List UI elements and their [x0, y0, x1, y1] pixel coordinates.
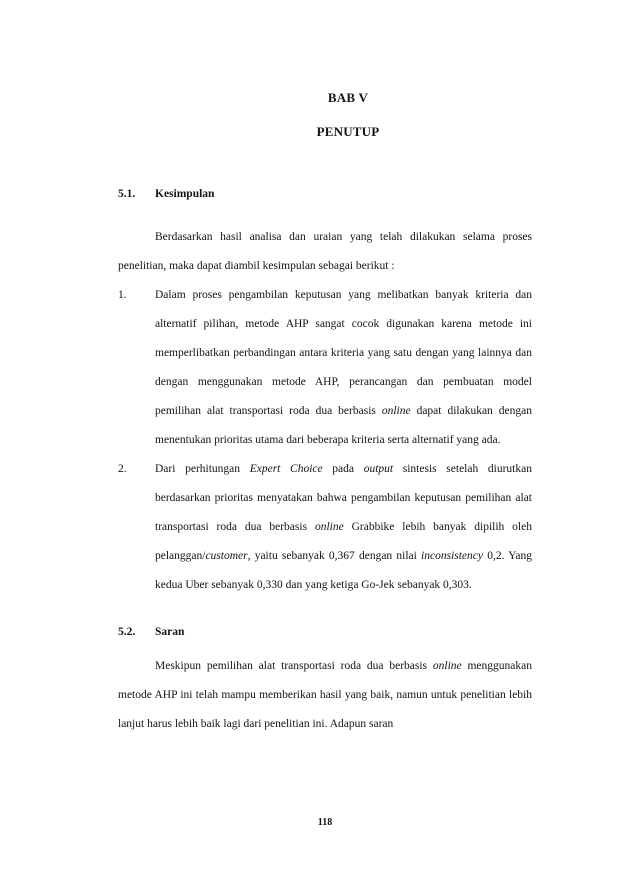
- item-emphasis: inconsistency: [421, 550, 483, 562]
- item-text: dapat dilakukan dengan menentukan prioritas utama dari beberapa kriteria serta alternatif yang ada.: [155, 405, 532, 446]
- item-emphasis: online: [314, 521, 344, 533]
- saran-text: Meskipun pemilihan alat transportasi roda dua berbasis: [155, 660, 433, 672]
- section-number: 5.1.: [118, 188, 136, 200]
- list-marker: 2.: [118, 463, 127, 475]
- item-emphasis: output: [363, 463, 394, 475]
- item-text: , yaitu sebanyak 0,367 dengan nilai: [247, 550, 422, 562]
- list-marker: 1.: [118, 289, 127, 301]
- item-text: sintesis setelah diurutkan berdasarkan prioritas menyatakan bahwa pengambilan keputusan pemilihan alat transportasi roda dua berbasis: [155, 463, 532, 533]
- item-text: 0,2. Yang kedua Uber sebanyak 0,330 dan yang ketiga Go-Jek sebanyak 0,303.: [155, 550, 532, 591]
- item-text: Grabbike lebih banyak dipilih oleh pelanggan/: [155, 521, 532, 562]
- section-title: Kesimpulan: [155, 188, 215, 200]
- saran-emphasis: online: [432, 660, 462, 672]
- saran-paragraph: [118, 652, 532, 739]
- conclusion-list: [118, 281, 532, 600]
- item-emphasis: online: [381, 405, 411, 417]
- section-body-kesimpulan: [118, 223, 532, 600]
- item-emphasis: customer: [205, 550, 248, 562]
- intro-paragraph: Berdasarkan hasil analisa dan uraian yang telah dilakukan selama proses penelitian, maka dapat diambil kesimpulan sebagai berikut :: [118, 231, 532, 272]
- list-item: [118, 281, 532, 455]
- section-heading-kesimpulan: [118, 188, 214, 200]
- page-number: 118: [317, 817, 333, 828]
- section-title: Saran: [155, 626, 185, 638]
- chapter-label: BAB V: [327, 90, 369, 105]
- item-text: Dari perhitungan: [155, 463, 250, 475]
- list-item: [118, 455, 532, 600]
- saran-text: menggunakan metode AHP ini telah mampu memberikan hasil yang baik, namun untuk penelitian lebih lanjut harus lebih baik lagi dari penelitian ini. Adapun saran: [118, 660, 532, 730]
- section-heading-saran: [118, 626, 184, 638]
- item-text: Dalam proses pengambilan keputusan yang melibatkan banyak kriteria dan alternatif pilihan, metode AHP sangat cocok digunakan karena metode ini memperlibatkan perbandingan antara kriteria yang satu dengan yang lainnya dan dengan menggunakan metode AHP, perancangan dan pembuatan model pemilihan alat transportasi roda dua berbasis: [155, 289, 532, 417]
- section-body-saran: [118, 652, 532, 739]
- section-number: 5.2.: [118, 626, 136, 638]
- chapter-title: PENUTUP: [316, 124, 380, 139]
- item-emphasis: Expert Choice: [249, 463, 323, 475]
- item-text: pada: [322, 463, 364, 475]
